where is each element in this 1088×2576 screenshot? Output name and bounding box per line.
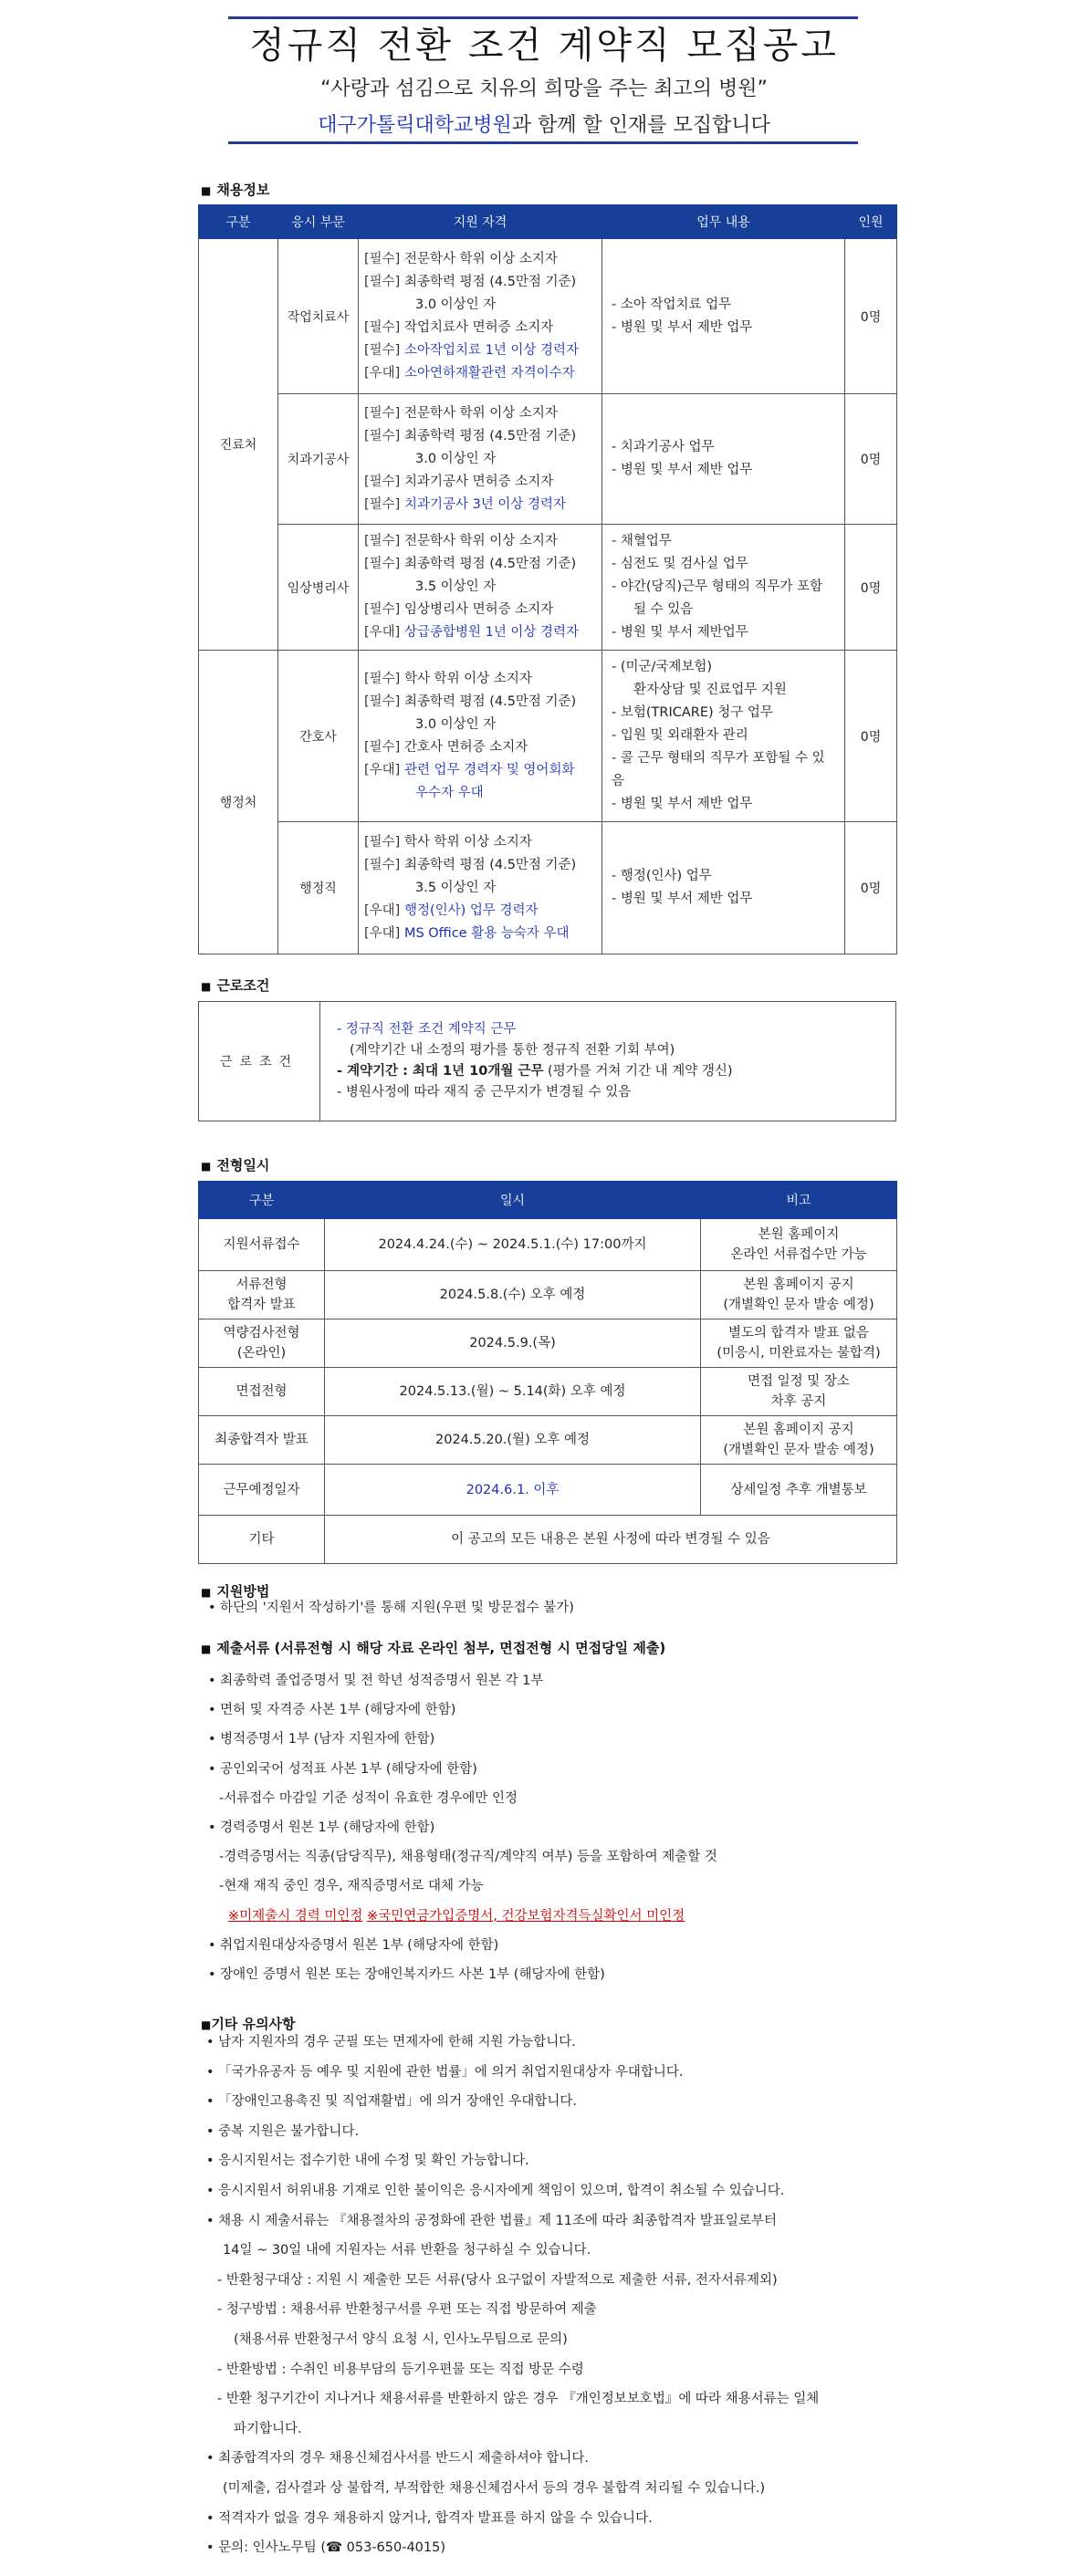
schedule-note-line: 상세일정 추후 개별통보	[730, 1482, 867, 1497]
qualification-text: 임상병리사 면허증 소지자	[403, 602, 554, 617]
duty-line: - 병원 및 부서 제반 업무	[612, 463, 753, 477]
field-cell: 간호사	[278, 651, 359, 822]
square-bullet-icon: ■	[201, 1643, 212, 1655]
duty-line: - 치과기공사 업무	[612, 440, 715, 454]
schedule-note	[701, 1271, 897, 1319]
qualification-text: 최종학력 평점 (4.5만점 기준)	[403, 274, 577, 289]
schedule-stage-line: 최종합격자 발표	[214, 1433, 309, 1447]
schedule-stage-line: 합격자 발표	[227, 1298, 296, 1312]
duty-line: 환자상담 및 진료업무 지원	[633, 683, 787, 697]
note-line: • 「장애인고용촉진 및 직업재활법」에 의거 장애인 우대합니다.	[206, 2094, 577, 2110]
col-header: 업무 내용	[602, 205, 845, 239]
schedule-note-line: 온라인 서류접수만 가능	[730, 1247, 867, 1262]
division-cell: 행정처	[199, 651, 278, 954]
qualification-text: 상급종합병원 1년 이상 경력자	[403, 625, 580, 640]
qualification-text: 작업치료사 면허증 소지자	[403, 319, 554, 335]
qualification-line	[364, 402, 596, 425]
section-heading-work: ■ 근로조건	[201, 977, 270, 994]
doc-line: -현재 재직 중인 경우, 재직증명서로 대체 가능	[219, 1879, 484, 1894]
qualification-line	[364, 339, 596, 362]
qualification-text: 소아연하재활관련 자격이수자	[403, 365, 575, 381]
duty-line: - 행정(인사) 업무	[612, 869, 712, 883]
section-heading-docs: ■ 제출서류 (서류전형 시 해당 자료 온라인 첨부, 면접전형 시 면접당일 제출)	[201, 1640, 666, 1656]
subtitle-rest: 과 함께 할 인재를 모집합니다	[511, 114, 770, 137]
doc-line: -경력증명서는 직종(담당직무), 채용형태(정규직/계약직 여부) 등을 포함하여 제출할 것	[219, 1850, 717, 1865]
qualification-tag: [필수]	[364, 557, 401, 571]
qualification-text: 3.5 이상인 자	[415, 880, 497, 895]
docs-list	[208, 1666, 717, 1989]
qualification-tag: [필수]	[364, 602, 401, 617]
schedule-date: 2024.5.20.(월) 오후 예정	[325, 1416, 701, 1465]
qualification-line	[364, 576, 596, 599]
qualification-text: 최종학력 평점 (4.5만점 기준)	[403, 428, 577, 443]
note-line: 파기합니다.	[234, 2421, 302, 2436]
note-line: • 채용 시 제출서류는 『채용절차의 공정화에 관한 법률』제 11조에 따라 최종합격자 발표일로부터	[206, 2213, 777, 2228]
schedule-note	[701, 1368, 897, 1416]
duty-line: - 보험(TRICARE) 청구 업무	[612, 705, 773, 720]
recruit-row	[199, 394, 897, 525]
qualification-tag: [필수]	[364, 428, 401, 443]
note-line: • 중복 지원은 불가합니다.	[206, 2123, 360, 2139]
schedule-row-etc	[199, 1516, 897, 1564]
duty-line: - 입원 및 외래환자 관리	[612, 728, 748, 743]
field-cell: 작업치료사	[278, 239, 359, 394]
qualification-line	[364, 294, 596, 317]
recruit-row	[199, 651, 897, 822]
col-header: 인원	[845, 205, 897, 239]
qualification-line	[364, 448, 596, 471]
qualification-tag: [우대]	[364, 902, 401, 918]
schedule-row	[199, 1319, 897, 1368]
qualification-cell	[359, 394, 602, 525]
work-content	[320, 1002, 896, 1121]
qualification-tag: [필수]	[364, 739, 401, 755]
qualification-text: 최종학력 평점 (4.5만점 기준)	[403, 694, 577, 709]
division-cell: 진료처	[199, 239, 278, 651]
col-header: 응시 부문	[278, 205, 359, 239]
square-bullet-icon: ■	[201, 2018, 212, 2031]
headcount-cell: 0명	[845, 651, 897, 822]
schedule-row	[199, 1219, 897, 1271]
qualification-cell	[359, 239, 602, 394]
schedule-note	[701, 1416, 897, 1465]
qualification-text: 3.5 이상인 자	[415, 579, 497, 594]
headcount-cell: 0명	[845, 525, 897, 651]
schedule-row	[199, 1465, 897, 1516]
page-subtitle	[0, 110, 1088, 138]
qualification-text: 행정(인사) 업무 경력자	[403, 902, 539, 918]
col-header: 구분	[199, 205, 278, 239]
qualification-text: 소아작업치료 1년 이상 경력자	[403, 342, 580, 358]
field-cell: 행정직	[278, 822, 359, 954]
schedule-header-row	[199, 1182, 897, 1219]
schedule-date: 2024.6.1. 이후	[325, 1465, 701, 1516]
doc-line: • 면허 및 자격증 사본 1부 (해당자에 한함)	[208, 1703, 456, 1718]
col-header: 비고	[701, 1182, 897, 1219]
qualification-tag: [필수]	[364, 694, 401, 709]
doc-line: • 장애인 증명서 원본 또는 장애인복지카드 사본 1부 (해당자에 한함)	[208, 1967, 605, 1983]
field-cell: 치과기공사	[278, 394, 359, 525]
doc-warning-line	[208, 1902, 717, 1931]
qualification-cell	[359, 822, 602, 954]
schedule-note-line: 본원 홈페이지	[758, 1227, 840, 1242]
qualification-line	[364, 900, 596, 923]
work-line: - 계약기간 : 최대 1년 10개월 근무 (평가를 거쳐 기간 내 계약 갱신)	[337, 1064, 733, 1079]
qualification-tag: [필수]	[364, 405, 401, 421]
hospital-slogan: “사랑과 섬김으로 치유의 희망을 주는 최고의 병원”	[320, 78, 768, 100]
qualification-text: 학사 학위 이상 소지자	[403, 834, 532, 850]
schedule-stage-line: (온라인)	[236, 1346, 287, 1361]
qualification-line	[364, 530, 596, 553]
work-line: (계약기간 내 소정의 평가를 통한 정규직 전환 기회 부여)	[350, 1043, 675, 1058]
note-line: • 적격자가 없을 경우 채용하지 않거나, 합격자 발표를 하지 않을 수 있습니다.	[206, 2510, 653, 2526]
schedule-row	[199, 1271, 897, 1319]
qualification-tag: [우대]	[364, 925, 401, 941]
qualification-tag: [필수]	[364, 342, 401, 358]
qualification-line	[364, 425, 596, 448]
schedule-date: 2024.5.8.(수) 오후 예정	[325, 1271, 701, 1319]
square-bullet-icon: ■	[201, 1160, 212, 1173]
qualification-text: 치과기공사 면허증 소지자	[403, 474, 554, 489]
qualification-line	[364, 317, 596, 339]
qualification-tag: [우대]	[364, 625, 401, 640]
col-header: 지원 자격	[359, 205, 602, 239]
qualification-line	[364, 759, 596, 782]
duty-line: - 병원 및 부서 제반 업무	[612, 319, 753, 335]
schedule-note-line: 별도의 합격자 발표 없음	[728, 1326, 869, 1340]
doc-line: • 경력증명서 원본 1부 (해당자에 한함)	[208, 1820, 435, 1836]
duty-line: - 채혈업무	[612, 534, 672, 548]
recruit-header-row	[199, 205, 897, 239]
schedule-stage-line: 역량검사전형	[223, 1326, 300, 1340]
note-line: • 문의: 인사노무팀 (☎ 053-650-4015)	[206, 2540, 446, 2556]
qualification-tag: [우대]	[364, 365, 401, 381]
work-conditions-table	[198, 1001, 896, 1121]
note-line: 14일 ~ 30일 내에 지원자는 서류 반환을 청구하실 수 있습니다.	[223, 2243, 591, 2258]
qualification-line	[364, 854, 596, 877]
qualification-cell	[359, 525, 602, 651]
qualification-line	[364, 923, 596, 945]
qualification-line	[364, 714, 596, 736]
recruit-table	[198, 204, 897, 954]
doc-warning: ※미제출시 경력 미인정	[228, 1908, 363, 1924]
square-bullet-icon: ■	[201, 184, 212, 197]
schedule-stage-line: 지원서류접수	[223, 1237, 300, 1252]
qualification-text: MS Office 활용 능숙자 우대	[403, 925, 570, 941]
duty-line: - 야간(당직)근무 형태의 직무가 포함	[612, 579, 823, 594]
note-line: - 반환방법 : 수취인 비용부담의 등기우편물 또는 직접 방문 수령	[217, 2362, 584, 2377]
qualification-tag: [필수]	[364, 496, 401, 512]
qualification-text: 우수자 우대	[415, 785, 484, 800]
note-line: • 남자 지원자의 경우 군필 또는 면제자에 한해 지원 가능합니다.	[206, 2035, 576, 2049]
qualification-line	[364, 494, 596, 516]
schedule-date: 2024.5.13.(월) ~ 5.14(화) 오후 예정	[325, 1368, 701, 1416]
qualification-text: 간호사 면허증 소지자	[403, 739, 528, 755]
schedule-date: 2024.4.24.(수) ~ 2024.5.1.(수) 17:00까지	[325, 1219, 701, 1271]
hospital-name: 대구가톨릭대학교병원	[318, 114, 512, 137]
schedule-note-line: 차후 공지	[770, 1394, 827, 1409]
section-heading-notes: ■기타 유의사항	[201, 2016, 296, 2032]
field-cell: 임상병리사	[278, 525, 359, 651]
qualification-line	[364, 691, 596, 714]
schedule-note	[701, 1465, 897, 1516]
note-line: - 반환 청구기간이 지나거나 채용서류를 반환하지 않은 경우 『개인정보보호법』에 따라 채용서류는 일체	[217, 2392, 820, 2407]
headcount-cell: 0명	[845, 822, 897, 954]
qualification-line	[364, 271, 596, 294]
duty-line: - 소아 작업치료 업무	[612, 297, 732, 312]
qualification-text: 3.0 이상인 자	[415, 716, 497, 732]
schedule-note-line: 면접 일정 및 장소	[748, 1374, 850, 1389]
duty-cell	[602, 525, 845, 651]
schedule-stage: 기타	[199, 1516, 325, 1564]
doc-warning: ※국민연금가입증명서, 건강보험자격득실확인서 미인정	[367, 1908, 685, 1924]
schedule-note-line: 본원 홈페이지 공지	[743, 1278, 854, 1292]
schedule-row	[199, 1368, 897, 1416]
notes-list	[206, 2028, 819, 2563]
qualification-line	[364, 831, 596, 854]
recruit-row	[199, 239, 897, 394]
section-heading-schedule: ■ 전형일시	[201, 1157, 270, 1173]
qualification-line	[364, 668, 596, 691]
note-line: - 반환청구대상 : 지원 시 제출한 모든 서류(당사 요구없이 자발적으로 제출한 서류, 전자서류제외)	[217, 2272, 778, 2288]
duty-cell	[602, 394, 845, 525]
qualification-text: 전문학사 학위 이상 소지자	[403, 534, 558, 548]
schedule-stage	[199, 1219, 325, 1271]
qualification-tag: [필수]	[364, 274, 401, 289]
schedule-note	[701, 1319, 897, 1368]
duty-line: - 병원 및 부서 제반업무	[612, 625, 748, 640]
note-line: • 「국가유공자 등 예우 및 지원에 관한 법률」에 의거 취업지원대상자 우대합니다.	[206, 2064, 684, 2080]
qualification-cell	[359, 651, 602, 822]
qualification-text: 최종학력 평점 (4.5만점 기준)	[403, 557, 577, 571]
schedule-stage	[199, 1271, 325, 1319]
work-line: - 정규직 전환 조건 계약직 근무	[337, 1022, 517, 1037]
col-header: 구분	[199, 1182, 325, 1219]
schedule-note-line: (미응시, 미완료자는 불합격)	[717, 1346, 881, 1361]
qualification-line	[364, 362, 596, 385]
schedule-stage-line: 서류전형	[235, 1278, 288, 1292]
qualification-text: 3.0 이상인 자	[415, 297, 497, 312]
schedule-stage	[199, 1368, 325, 1416]
qualification-text: 치과기공사 3년 이상 경력자	[403, 496, 567, 512]
qualification-line	[364, 471, 596, 494]
headcount-cell: 0명	[845, 394, 897, 525]
section-heading-recruit: ■ 채용정보	[201, 182, 270, 198]
doc-line: • 병적증명서 1부 (남자 지원자에 한함)	[208, 1732, 435, 1747]
header-bottom-rule	[228, 141, 858, 144]
qualification-line	[364, 782, 596, 805]
apply-text: • 하단의 '지원서 작성하기'를 통해 지원(우편 및 방문접수 불가)	[208, 1601, 574, 1615]
duty-cell	[602, 822, 845, 954]
note-line: (채용서류 반환청구서 양식 요청 시, 인사노무팀으로 문의)	[234, 2331, 568, 2347]
duty-line: 될 수 있음	[633, 602, 694, 617]
qualification-tag: [우대]	[364, 762, 401, 777]
note-line: (미제출, 검사결과 상 불합격, 부적합한 채용신체검사서 등의 경우 불합격 처리될 수 있습니다.)	[223, 2480, 766, 2496]
qualification-text: 관련 업무 경력자 및 영어회화	[403, 762, 575, 777]
schedule-note	[701, 1219, 897, 1271]
doc-line: • 공인외국어 성적표 사본 1부 (해당자에 한함)	[208, 1761, 477, 1777]
square-bullet-icon: ■	[201, 980, 212, 993]
schedule-stage	[199, 1416, 325, 1465]
square-bullet-icon: ■	[201, 1586, 212, 1599]
note-line: - 청구방법 : 채용서류 반환청구서를 우편 또는 직접 방문하여 제출	[217, 2302, 597, 2318]
work-label: 근로조건	[199, 1002, 320, 1121]
col-header: 일시	[325, 1182, 701, 1219]
schedule-stage-line: 면접전형	[235, 1384, 288, 1399]
note-line: • 응시지원서 허위내용 기재로 인한 불이익은 응시자에게 책임이 있으며, 합격이 취소될 수 있습니다.	[206, 2183, 785, 2198]
doc-line: • 최종학력 졸업증명서 및 전 학년 성적증명서 원본 각 1부	[208, 1674, 544, 1688]
qualification-text: 전문학사 학위 이상 소지자	[403, 405, 558, 421]
headcount-cell: 0명	[845, 239, 897, 394]
qualification-tag: [필수]	[364, 857, 401, 872]
qualification-tag: [필수]	[364, 671, 401, 686]
qualification-line	[364, 599, 596, 621]
duty-cell	[602, 651, 845, 822]
duty-cell	[602, 239, 845, 394]
duty-line: - 병원 및 부서 제반 업무	[612, 797, 753, 811]
duty-line: - 심전도 및 검사실 업무	[612, 557, 748, 571]
duty-line: - (미군/국제보험)	[612, 660, 713, 674]
schedule-etc-text: 이 공고의 모든 내용은 본원 사정에 따라 변경될 수 있음	[325, 1516, 897, 1564]
schedule-row	[199, 1416, 897, 1465]
qualification-tag: [필수]	[364, 834, 401, 850]
qualification-tag: [필수]	[364, 319, 401, 335]
note-line: • 응시지원서는 접수기한 내에 수정 및 확인 가능합니다.	[206, 2154, 529, 2169]
qualification-text: 3.0 이상인 자	[415, 451, 497, 466]
doc-line: • 취업지원대상자증명서 원본 1부 (해당자에 한함)	[208, 1937, 499, 1953]
qualification-line	[364, 877, 596, 900]
page-title: 정규직 전환 조건 계약직 모집공고	[249, 25, 839, 67]
schedule-note-line: (개별확인 문자 발송 예정)	[723, 1443, 874, 1457]
qualification-text: 학사 학위 이상 소지자	[403, 671, 532, 686]
duty-line: - 병원 및 부서 제반 업무	[612, 892, 753, 906]
qualification-line	[364, 736, 596, 759]
qualification-text: 최종학력 평점 (4.5만점 기준)	[403, 857, 577, 872]
section-heading-apply: ■ 지원방법	[201, 1583, 270, 1600]
work-line: - 병원사정에 따라 재직 중 근무지가 변경될 수 있음	[337, 1085, 632, 1100]
qualification-line	[364, 621, 596, 644]
schedule-table	[198, 1181, 897, 1564]
note-line: • 최종합격자의 경우 채용신체검사서를 반드시 제출하셔야 합니다.	[206, 2451, 590, 2466]
doc-line: -서류접수 마감일 기준 성적이 유효한 경우에만 인정	[219, 1790, 518, 1806]
qualification-line	[364, 553, 596, 576]
qualification-tag: [필수]	[364, 251, 401, 266]
schedule-stage	[199, 1319, 325, 1368]
recruit-row	[199, 525, 897, 651]
schedule-note-line: (개별확인 문자 발송 예정)	[723, 1298, 874, 1312]
qualification-tag: [필수]	[364, 474, 401, 489]
qualification-line	[364, 248, 596, 271]
qualification-text: 전문학사 학위 이상 소지자	[403, 251, 558, 266]
recruit-row	[199, 822, 897, 954]
schedule-note-line: 본원 홈페이지 공지	[743, 1423, 854, 1437]
duty-line: - 콜 근무 형태의 직무가 포함될 수 있음	[612, 751, 825, 788]
schedule-date: 2024.5.9.(목)	[325, 1319, 701, 1368]
qualification-tag: [필수]	[364, 534, 401, 548]
schedule-stage	[199, 1465, 325, 1516]
schedule-stage-line: 근무예정일자	[223, 1482, 300, 1497]
